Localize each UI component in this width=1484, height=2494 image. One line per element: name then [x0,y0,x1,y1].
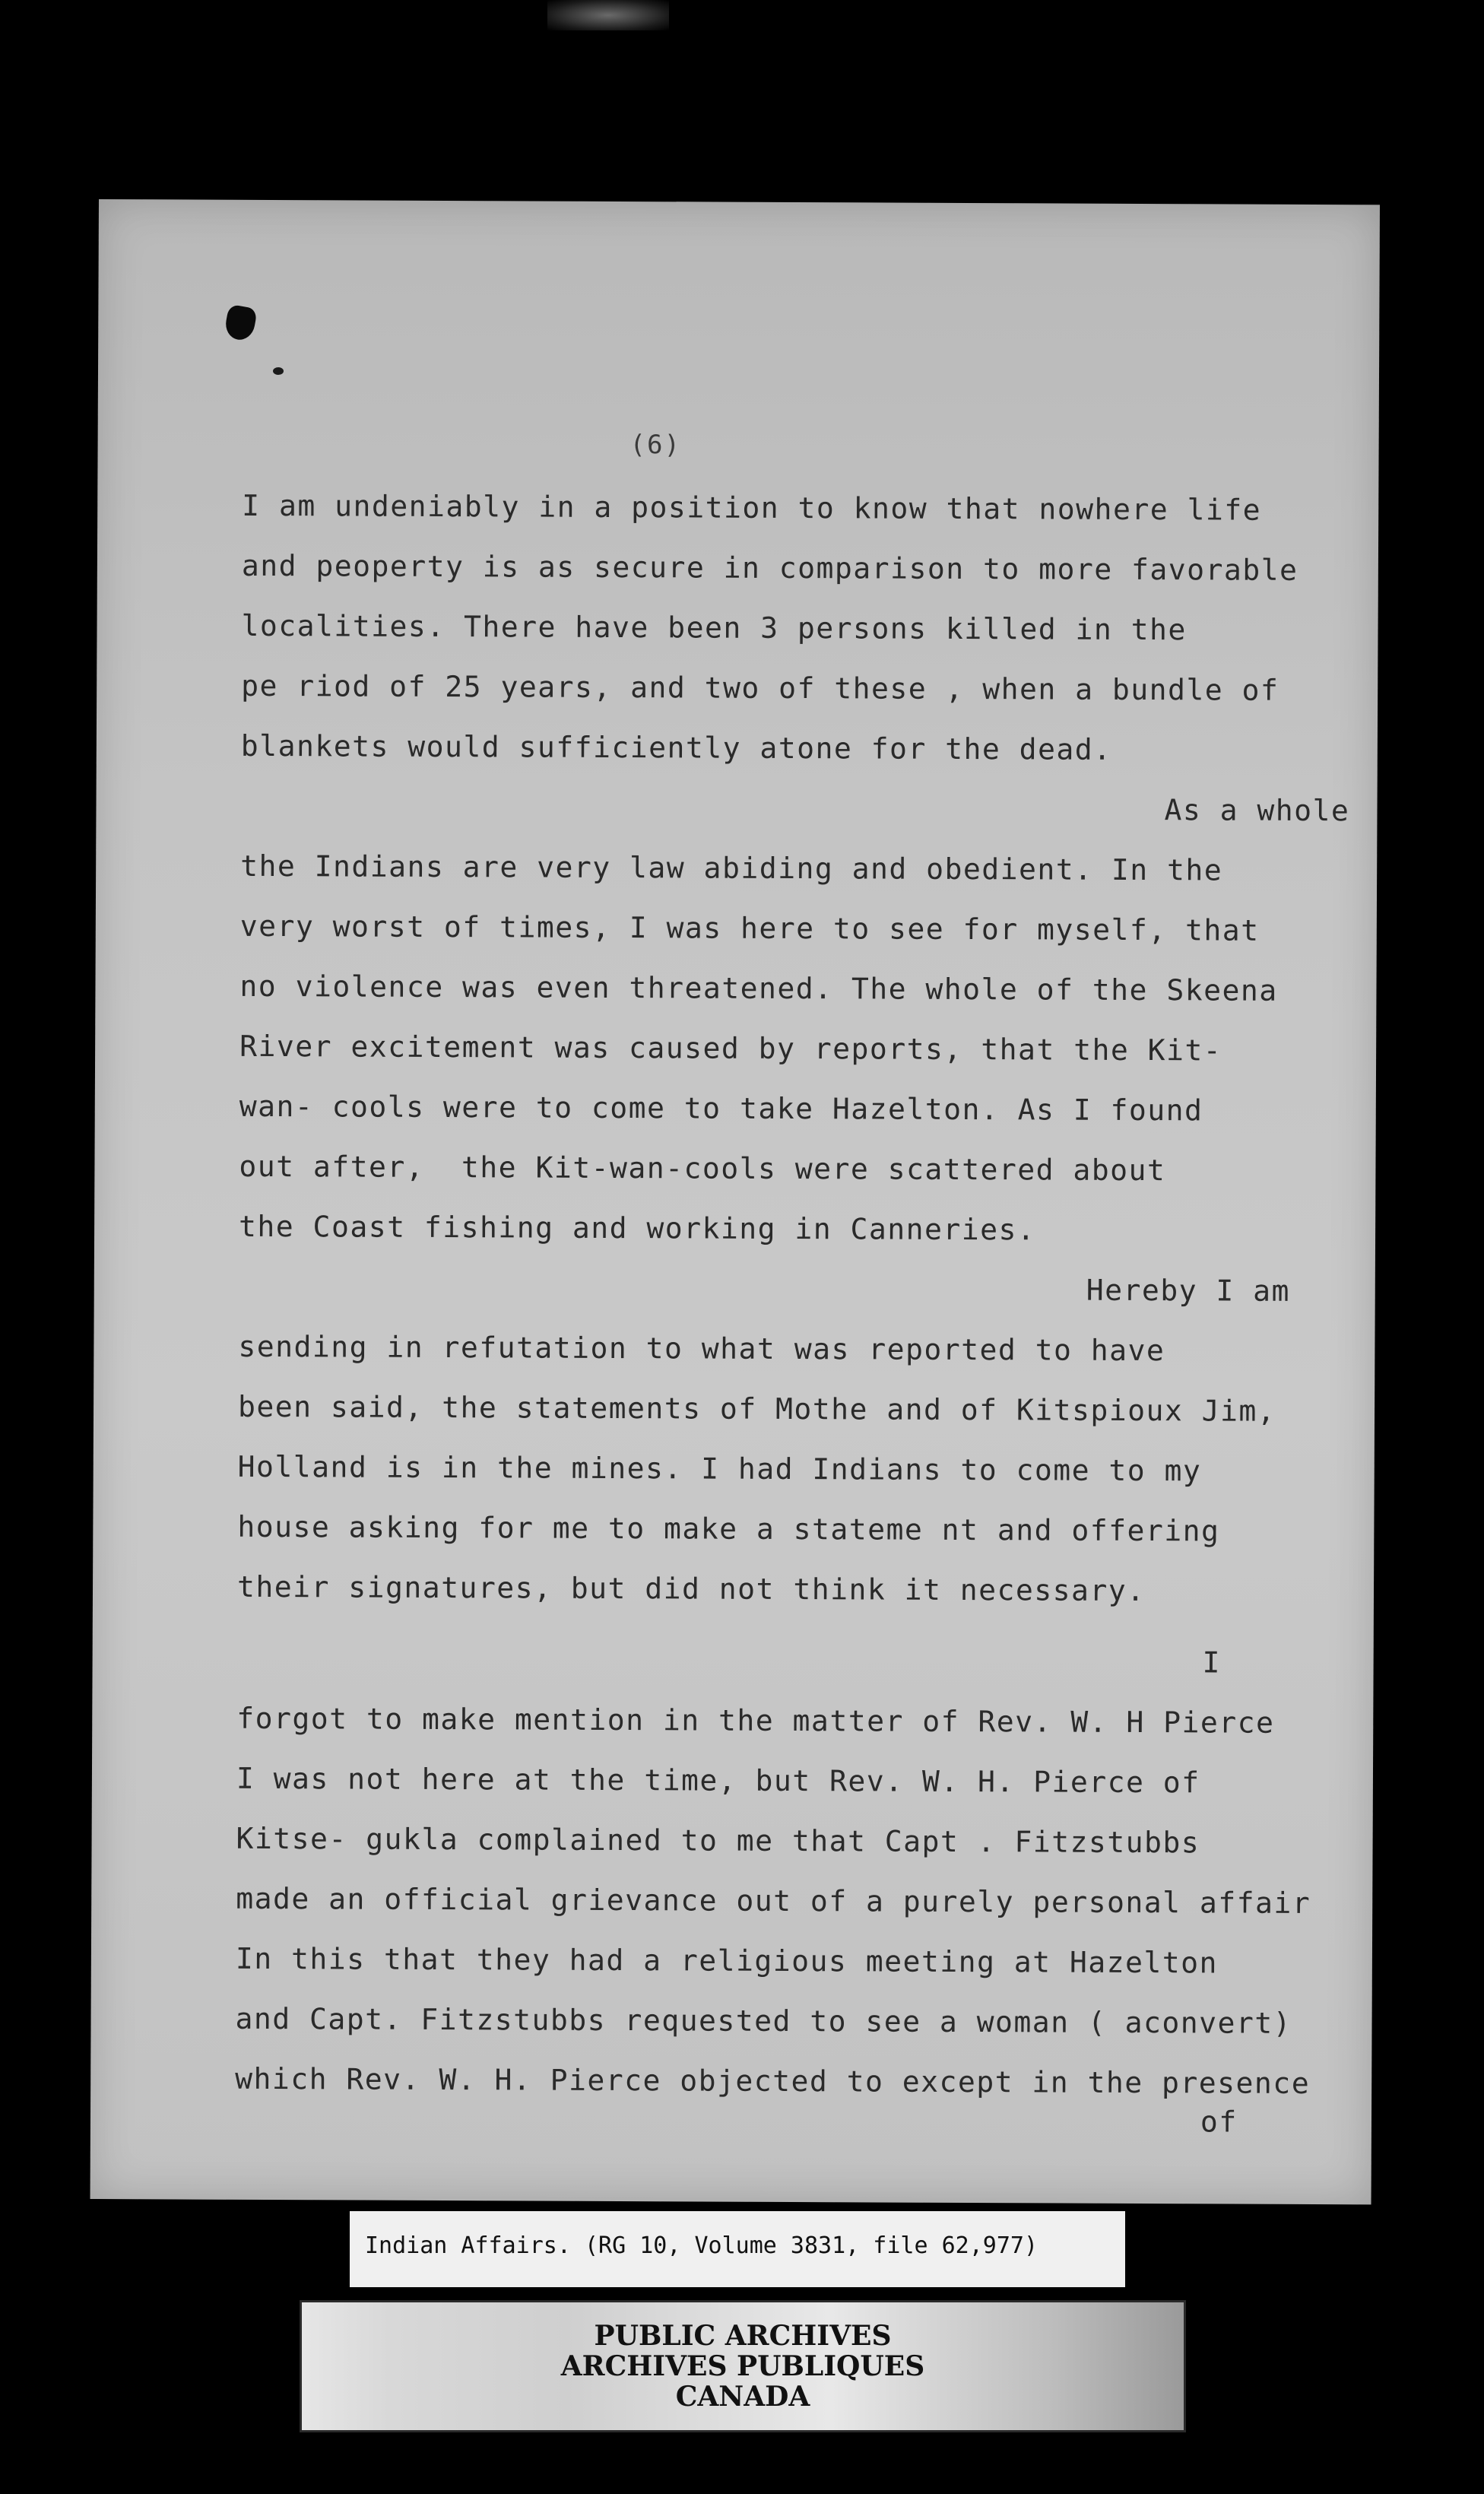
text-line: their signatures, but did not think it necessary. [236,1569,1146,1608]
text-line: Kitse- gukla complained to me that Capt . Fitzstubbs [236,1821,1200,1860]
text-line: Holland is in the mines. I had Indians to come to my [237,1449,1202,1488]
paragraph-start: I [1202,1645,1222,1680]
text-line: forgot to make mention in the matter of Rev. W. H Pierce [236,1701,1275,1740]
text-line: blankets would sufficiently atone for the dead. [240,728,1112,766]
scan-top-mark [547,0,669,30]
text-line: localities. There have been 3 persons killed in the [241,608,1187,647]
text-line: the Indians are very law abiding and obedient. In the [240,849,1223,887]
text-line: River excitement was caused by reports, that the Kit- [239,1029,1222,1068]
paragraph-start: Hereby I am [1086,1273,1291,1308]
ink-mark [273,367,284,375]
archive-stamp-box [300,2300,1186,2432]
text-line: made an official grievance out of a purely personal affair [236,1881,1311,1920]
paragraph-start: As a whole [1164,793,1350,828]
text-line: and Capt. Fitzstubbs requested to see a woman ( aconvert) [235,2001,1292,2040]
text-line: out after, the Kit-wan-cools were scattered about [239,1149,1166,1188]
text-line: wan- cools were to come to take Hazelton. As I found [239,1089,1203,1128]
continuation-word: of [1200,2105,1238,2139]
archive-reference-label [350,2211,1125,2287]
archive-reference-text: Indian Affairs. (RG 10, Volume 3831, file 62,977) [365,2232,1038,2259]
text-line: which Rev. W. H. Pierce objected to except in the presence [235,2061,1311,2100]
document-page [90,199,1380,2204]
text-line: pe riod of 25 years, and two of these , when a bundle of [241,668,1279,707]
stamp-line-1: PUBLIC ARCHIVES [594,2320,892,2352]
text-line: house asking for me to make a stateme nt and offering [237,1509,1220,1548]
stamp-line-2: ARCHIVES PUBLIQUES [560,2350,925,2382]
text-line: very worst of times, I was here to see for myself, that [239,909,1260,947]
punch-hole [224,304,258,342]
text-line: the Coast fishing and working in Canneries. [239,1209,1036,1247]
page-number: (6) [629,430,682,461]
text-line: and peoperty is as secure in comparison to more favorable [241,548,1298,587]
archive-stamp [302,2321,1184,2412]
text-line: In this that they had a religious meeting at Hazelton [235,1941,1219,1980]
text-line: no violence was even threatened. The whole of the Skeena [239,969,1278,1007]
text-line: been said, the statements of Mothe and of Kitspioux Jim, [237,1389,1276,1428]
text-line: I am undeniably in a position to know that nowhere life [242,488,1262,527]
text-line: sending in refutation to what was reported to have [238,1329,1165,1368]
stamp-line-3: CANADA [675,2381,810,2413]
text-line: I was not here at the time, but Rev. W. H. Pierce of [236,1761,1200,1800]
